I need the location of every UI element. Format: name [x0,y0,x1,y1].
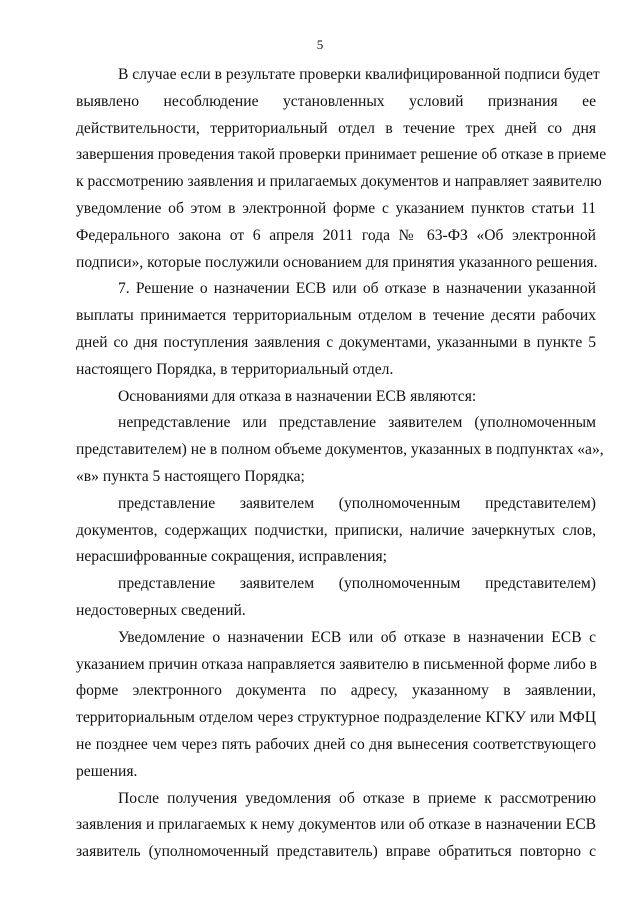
text-line: уведомление об этом в электронной форме с указанием пунктов статьи 11 [76,199,596,217]
text-line: «в» пункта 5 настоящего Порядка; [76,467,305,485]
text-line: не позднее чем через пять рабочих дней со дня вынесения соответствующего [76,735,596,753]
text-line: недостоверных сведений. [76,601,246,619]
text-line: Основаниями для отказа в назначении ЕСВ являются: [118,387,477,405]
text-line: территориальным отделом через структурное подразделение КГКУ или МФЦ [76,709,596,727]
page-number: 5 [316,37,324,52]
text-line: непредставление или представление заявителем (уполномоченным [118,414,596,432]
text-line: заявления и прилагаемых к нему документов или об отказе в назначении ЕСВ [76,816,596,834]
text-line: нерасшифрованные сокращения, исправления; [76,548,388,566]
text-line: 7. Решение о назначении ЕСВ или об отказе в назначении указанной [118,280,596,298]
document-text [76,62,607,866]
text-line: завершения проведения такой проверки принимает решение об отказе в приеме [76,146,607,164]
text-line: действительности, территориальный отдел в течение трех дней со дня [76,119,596,137]
text-line: Федерального закона от 6 апреля 2011 года № 63-ФЗ «Об электронной [76,226,596,244]
text-line: После получения уведомления об отказе в приеме к рассмотрению [118,789,596,807]
text-line: В случае если в результате проверки квалифицированной подписи будет [118,66,600,83]
text-line: заявитель (уполномоченный представитель) вправе обратиться повторно с [76,843,596,861]
text-line: подписи», которые послужили основанием для принятия указанного решения. [76,253,598,271]
text-line: представление заявителем (уполномоченным представителем) [118,494,596,512]
text-line: дней со дня поступления заявления с документами, указанными в пункте 5 [76,333,596,351]
text-line: решения. [76,762,138,780]
text-line: представителем) не в полном объеме документов, указанных в подпунктах «а», [76,441,604,459]
text-line: форме электронного документа по адресу, указанному в заявлении, [76,682,596,700]
text-line: выплаты принимается территориальным отделом в течение десяти рабочих [76,307,596,325]
text-line: настоящего Порядка, в территориальный отдел. [76,360,394,378]
text-line: к рассмотрению заявления и прилагаемых документов и направляет заявителю [76,173,602,191]
text-line: представление заявителем (уполномоченным представителем) [118,575,596,593]
text-line: Уведомление о назначении ЕСВ или об отказе в назначении ЕСВ с [118,628,596,646]
text-line: указанием причин отказа направляется заявителю в письменной форме либо в [76,655,598,673]
text-line: документов, содержащих подчистки, приписки, наличие зачеркнутых слов, [76,521,596,539]
text-line: выявлено несоблюдение установленных условий признания ее [76,92,596,110]
